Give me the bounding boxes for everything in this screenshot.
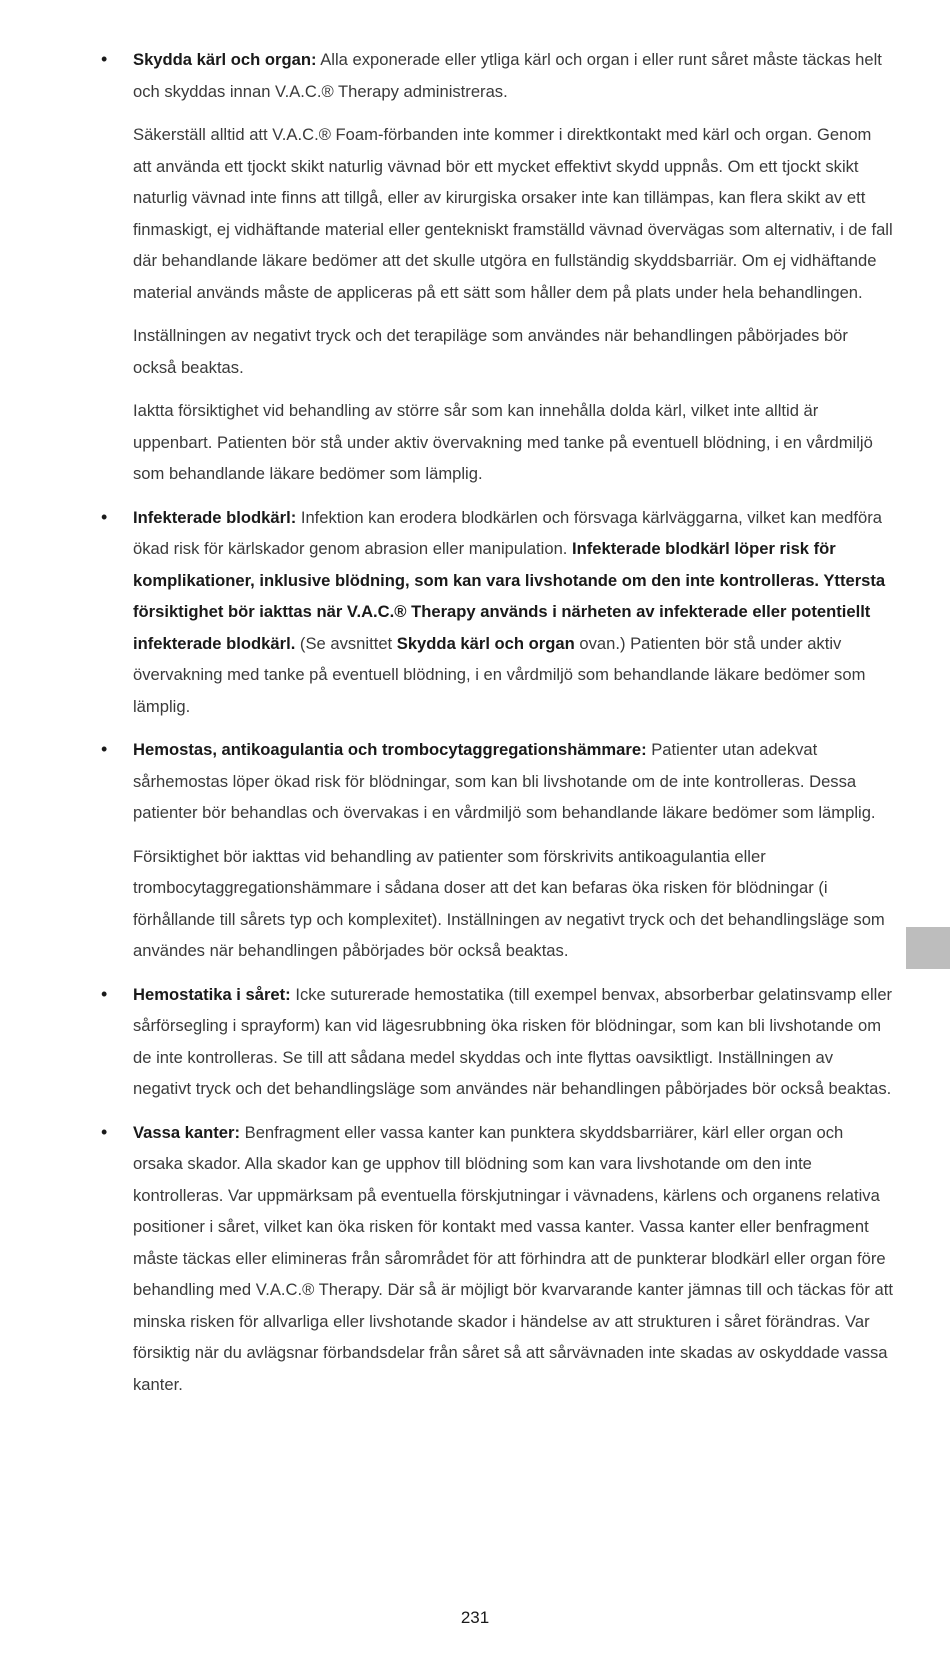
bullet-paragraph-lead [133,1117,893,1401]
bullet-item [0,502,893,723]
bold-text-run: Infekterade blodkärl: [133,507,297,527]
bold-text-run: Skydda kärl och organ: [133,50,317,69]
bullet-item [0,734,893,967]
bullet-paragraph-lead [133,502,893,723]
text-run: (Se avsnittet [295,633,397,653]
text-run: Iaktta försiktighet vid behandling av större sår som kan innehålla dolda kärl, vilket inte alltid är uppenbart. Patienten bör stå under aktiv övervakning med tanke på eventuell blödning, i en vårdmiljö som behandlande läkare bedömer som lämplig. [133,401,873,483]
bullet-marker: • [101,49,108,69]
bullet-paragraph-lead [133,979,893,1105]
bullet-marker: • [101,739,108,759]
bullet-item [0,44,893,490]
bold-text-run: Vassa kanter: [133,1122,241,1142]
text-run: Patienter utan adekvat sårhemostas löper ökad risk för blödningar, som kan bli livshotande om de inte kontrolleras. Dessa patienter bör behandlas och övervakas i en vårdmiljö som behandlande läkare bedömer som lämplig. [133,740,876,822]
bullet-paragraph [133,119,893,308]
bold-text-run: Skydda kärl och organ [396,633,575,653]
text-run: Alla exponerade eller ytliga kärl och organ i eller runt såret måste täckas helt och skyddas innan V.A.C.® Therapy administreras. [133,50,882,101]
bold-text-run: Hemostas, antikoagulantia och trombocytaggregationshämmare: [133,740,647,759]
bullet-paragraph-lead [133,734,893,829]
section-tab-marker [906,927,950,969]
text-run: Icke suturerade hemostatika (till exempel benvax, absorberbar gelatinsvamp eller sårförsegling i sprayform) kan vid lägesrubbning öka risken för blödningar, som kan bli livshotande om de inte kontrolleras. Se till att sådana medel skyddas och inte flyttas oavsiktligt. Inställningen av negativt tryck och det behandlingsläge som användes när behandlingen påbörjades bör också beaktas. [133,984,893,1098]
bullet-paragraph [133,395,893,490]
bullet-item [0,979,893,1105]
page-number: 231 [460,1608,490,1627]
text-run: Försiktighet bör iakttas vid behandling av patienter som förskrivits antikoagulantia eller trombocytaggregationshämmare i sådana doser att det kan befaras öka risken för blödningar (i förhållande till sårets typ och komplexitet). Inställningen av negativt tryck och det behandlingsläge som användes när behandlingen påbörjades bör också beaktas. [133,846,885,960]
bullet-marker: • [101,1121,108,1142]
bullet-marker: • [101,506,108,527]
bullet-paragraph [133,320,893,383]
text-run: Säkerställ alltid att V.A.C.® Foam-förbanden inte kommer i direktkontakt med kärl och organ. Genom att använda ett tjockt skikt naturlig vävnad bör ett mycket effektivt skydd uppnås. Om ett tjockt skikt naturlig vävnad inte finns att tillgå, eller av kirurgiska orsaker inte kan tillämpas, kan flera skikt av ett finmaskigt, ej vidhäftande material eller gentekniskt framställd vävnad övervägas som alternativ, i de fall där behandlande läkare bedömer att det skulle utgöra en fullständig skyddsbarriär. Om ej vidhäftande material används måste de appliceras på ett sätt som håller dem på plats under hela behandlingen. [133,125,893,302]
bullet-marker: • [101,983,108,1004]
text-run: ovan.) Patienten bör stå under aktiv övervakning med tanke på eventuell blödning, i en vårdmiljö som behandlande läkare bedömer som lämplig. [133,633,866,716]
bullet-paragraph-lead [133,44,893,107]
bold-text-run: Hemostatika i såret: [133,984,291,1004]
text-run: Inställningen av negativt tryck och det terapiläge som användes när behandlingen påbörjades bör också beaktas. [133,326,848,377]
text-run: Benfragment eller vassa kanter kan punktera skyddsbarriärer, kärl eller organ och orsaka skador. Alla skador kan ge upphov till blödning som kan vara livshotande om den inte kontrolleras. Var uppmärksam på eventuella förskjutningar i vävnadens, kärlens och organens relativa positioner i såret, vilket kan öka risken för kontakt med vassa kanter. Vassa kanter eller benfragment måste täckas eller elimineras från sårområdet för att förhindra att de punkterar blodkärl eller organ före behandling med V.A.C.® Therapy. Där så är möjligt bör kvarvarande kanter jämnas till och täckas för att minska risken för allvarliga eller livshotande skador i händelse av att strukturen i såret förändras. Var försiktig när du avlägsnar förbandsdelar från såret så att sårvävnaden inte skadas av oskyddade vassa kanter. [133,1122,893,1394]
document-body [0,44,950,1412]
bold-text-run: Infekterade blodkärl löper risk för komplikationer, inklusive blödning, som kan vara livshotande om den inte kontrolleras. Yttersta försiktighet bör iakttas när V.A.C.® Therapy används i närheten av infekterade eller potentiellt infekterade blodkärl. [133,539,886,653]
text-run: Infektion kan erodera blodkärlen och försvaga kärlväggarna, vilket kan medföra ökad risk för kärlskador genom abrasion eller manipulation. [133,507,882,558]
bullet-item [0,1117,893,1401]
bullet-paragraph [133,841,893,967]
